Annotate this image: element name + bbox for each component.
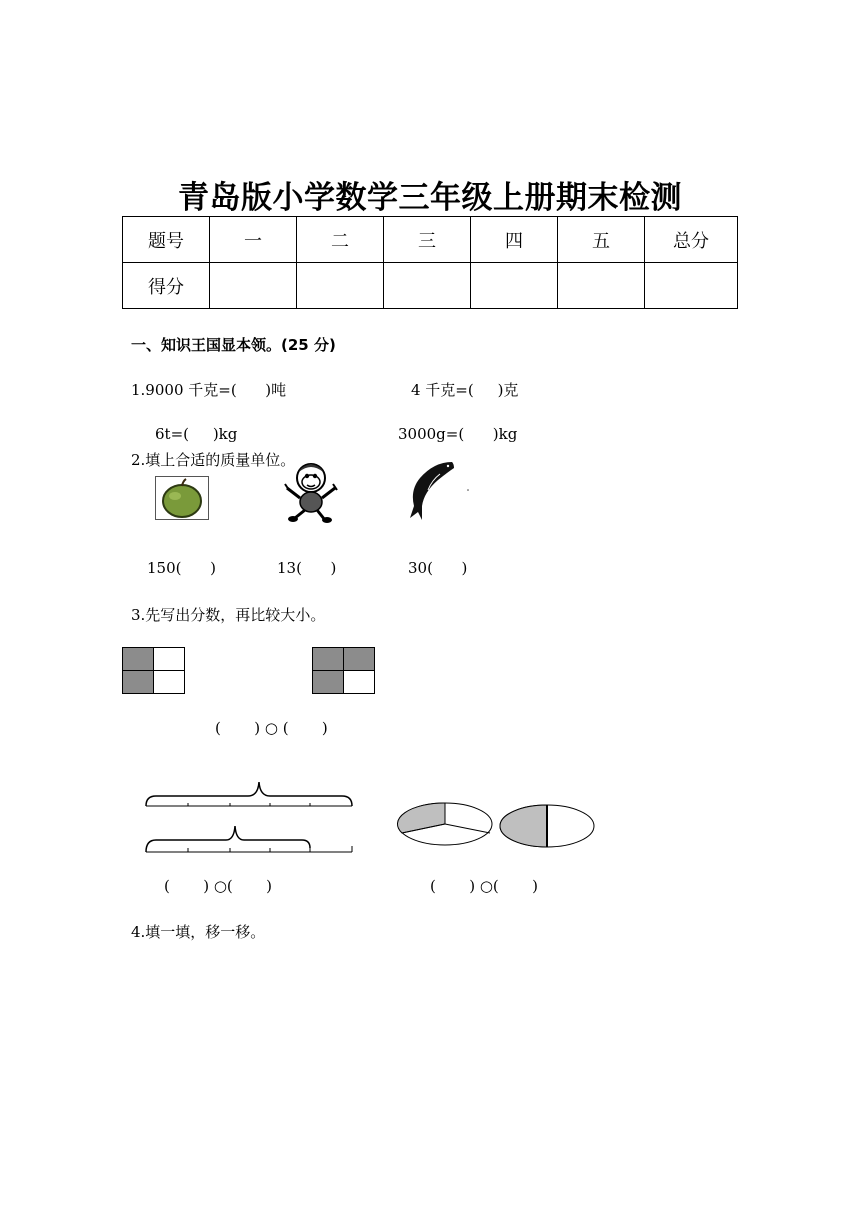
fraction-grid-right <box>312 647 375 694</box>
score-table-header-row <box>123 217 738 263</box>
pie-halves <box>498 802 596 850</box>
q1-part-a: 1.9000 千克=( )吨 <box>131 381 287 399</box>
q3-compare-pies: ( ) ○( ) <box>430 877 539 895</box>
score-cell[interactable] <box>645 263 738 309</box>
q1-part-b: 4 千克=( )克 <box>411 381 519 399</box>
header-cell: 四 <box>471 217 558 263</box>
header-cell: 三 <box>384 217 471 263</box>
page-title: 青岛版小学数学三年级上册期末检测 <box>178 180 682 216</box>
q3-compare-grids: ( ) ○ ( ) <box>215 719 328 737</box>
header-cell: 一 <box>210 217 297 263</box>
q2-item-monkey: 13( ) <box>277 559 337 577</box>
header-cell: 题号 <box>123 217 210 263</box>
q3-label: 3.先写出分数，再比较大小。 <box>131 606 326 624</box>
score-table-score-row <box>123 263 738 309</box>
fraction-grid-left <box>122 647 185 694</box>
pie-thirds <box>396 800 494 848</box>
q4-label: 4.填一填，移一移。 <box>131 923 266 941</box>
q1-part-d: 3000g=( )kg <box>398 425 518 443</box>
header-cell: 总分 <box>645 217 738 263</box>
q2-label: 2.填上合适的质量单位。 <box>131 451 296 469</box>
q2-item-apple: 150( ) <box>147 559 216 577</box>
whale-icon <box>404 456 470 522</box>
header-cell: 五 <box>558 217 645 263</box>
score-cell[interactable] <box>471 263 558 309</box>
monkey-icon <box>281 458 341 524</box>
score-cell[interactable] <box>384 263 471 309</box>
score-cell[interactable] <box>210 263 297 309</box>
score-cell[interactable] <box>297 263 384 309</box>
score-table <box>122 216 738 309</box>
q3-compare-lines: ( ) ○( ) <box>164 877 273 895</box>
apple-icon <box>155 476 209 520</box>
q1-part-c: 6t=( )kg <box>155 425 238 443</box>
section-heading: 一、知识王国显本领。(25 分) <box>131 336 336 354</box>
header-cell: 二 <box>297 217 384 263</box>
brace-line-diagram <box>140 776 360 858</box>
row-label: 得分 <box>123 263 210 309</box>
score-cell[interactable] <box>558 263 645 309</box>
q2-item-whale: 30( ) <box>408 559 468 577</box>
